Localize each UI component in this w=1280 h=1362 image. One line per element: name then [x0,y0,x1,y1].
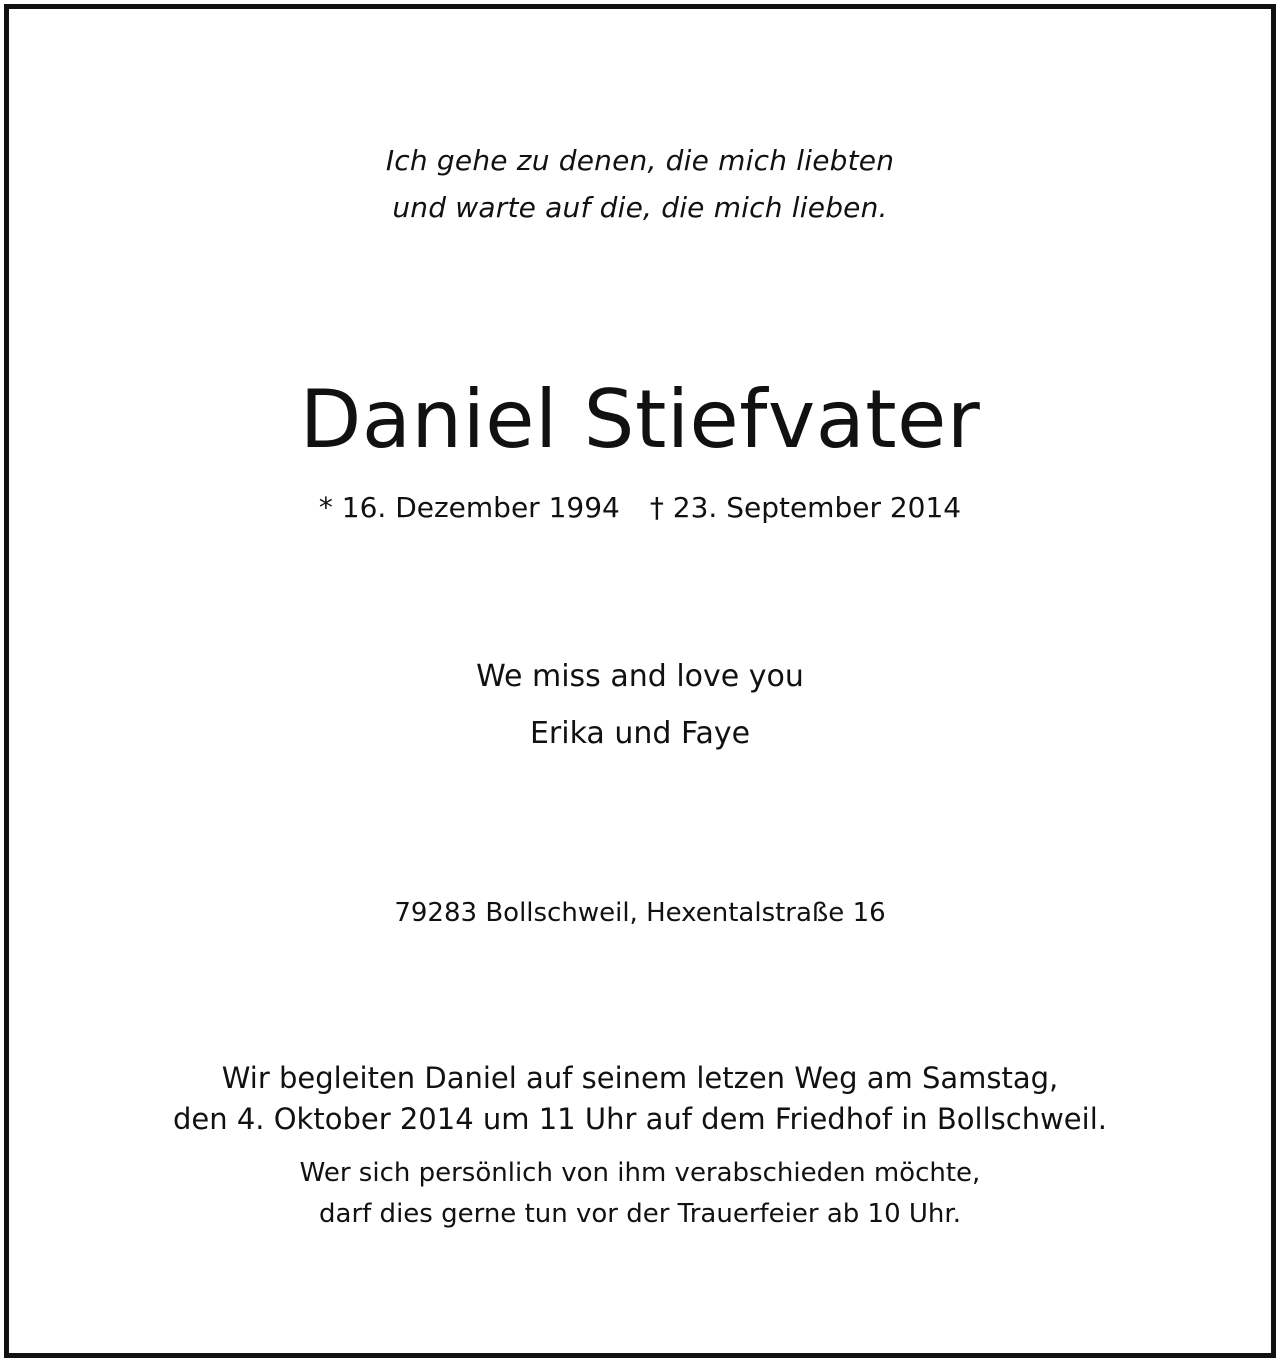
birth-date: * 16. Dezember 1994 [318,491,620,524]
funeral-info-line-2: den 4. Oktober 2014 um 11 Uhr auf dem Friedhof in Bollschweil. [173,1102,1107,1136]
motto-line-2: und warte auf die, die mich lieben. [392,191,888,224]
greeting-line-1: We miss and love you [476,659,804,694]
motto-line-1: Ich gehe zu denen, die mich liebten [385,144,895,177]
deceased-name: Daniel Stiefvater [299,373,981,466]
life-dates [0,491,1280,524]
mourning-address: 79283 Bollschweil, Hexentalstraße 16 [394,898,886,928]
greeting-signature: Erika und Faye [529,716,751,751]
farewell-note-line-2: darf dies gerne tun vor der Trauerfeier ab 10 Uhr. [319,1199,961,1229]
funeral-info-line-1: Wir begleiten Daniel auf seinem letzen Weg am Samstag, [221,1061,1059,1095]
farewell-note-line-1: Wer sich persönlich von ihm verabschieden möchte, [299,1158,981,1188]
death-date: † 23. September 2014 [649,491,962,524]
